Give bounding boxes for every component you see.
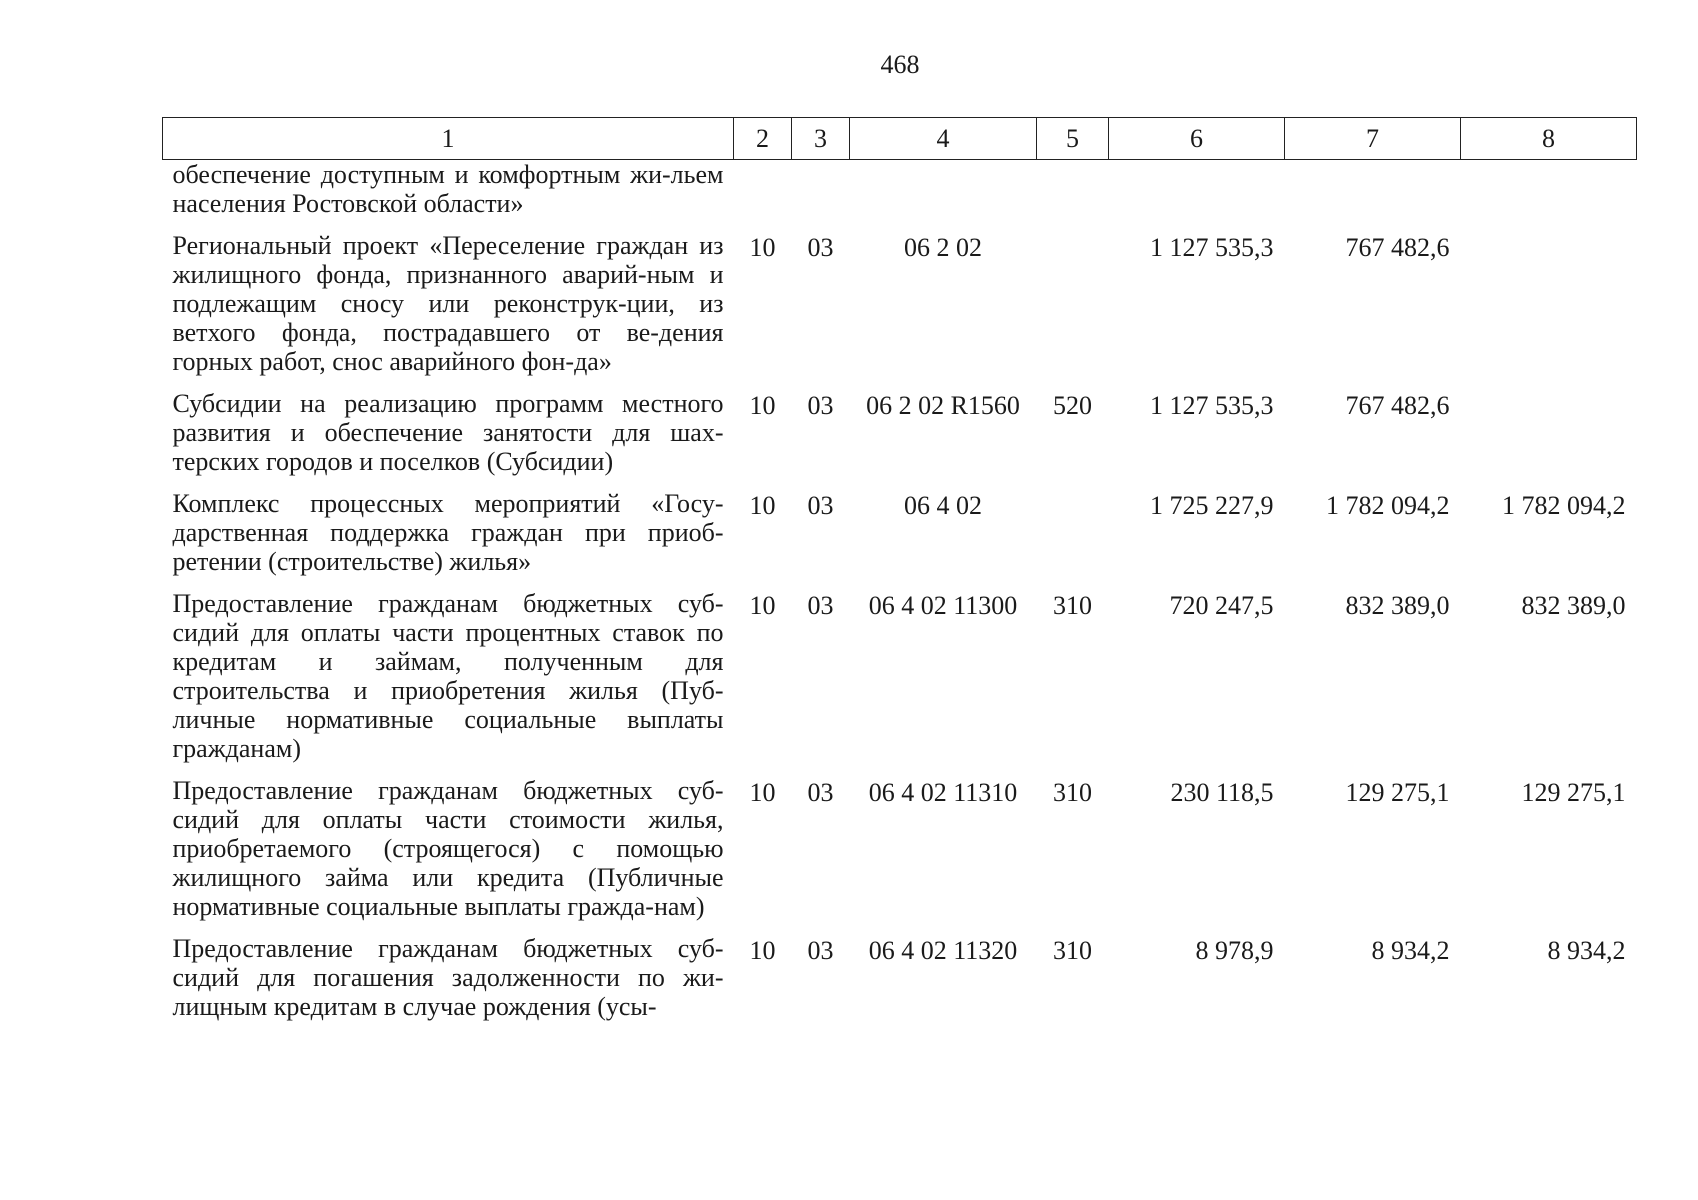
row-expense-type: 310 — [1053, 778, 1092, 807]
row-subsection — [792, 160, 850, 232]
row-target-article: 06 4 02 11320 — [868, 936, 1018, 965]
row-target-article: 06 4 02 11300 — [868, 591, 1018, 620]
table-row — [163, 489, 1637, 589]
column-header-8: 8 — [1461, 118, 1637, 160]
column-header-3: 3 — [792, 118, 850, 160]
row-amount-col6: 1 127 535,3 — [1150, 233, 1274, 262]
row-expense-type — [1037, 160, 1109, 232]
row-name: Предоставление гражданам бюджетных суб-сидий для погашения задолженности по жи-лищным кредитам в случае рождения (усы- — [172, 934, 724, 1021]
row-section: 10 — [749, 778, 776, 807]
row-amount-col7: 129 275,1 — [1345, 778, 1450, 807]
row-amount-col6: 1 725 227,9 — [1150, 491, 1274, 520]
row-amount-col8: 832 389,0 — [1521, 591, 1626, 620]
row-name: Субсидии на реализацию программ местного развития и обеспечение занятости для шах-терских городов и поселков (Субсидии) — [172, 389, 724, 476]
row-expense-type — [1037, 489, 1109, 589]
row-amount-col6: 1 127 535,3 — [1150, 391, 1274, 420]
row-name: Комплекс процессных мероприятий «Госу-дарственная поддержка граждан при приоб-ретении (строительстве) жилья» — [172, 489, 724, 576]
row-subsection: 03 — [807, 591, 834, 620]
row-target-article: 06 4 02 11310 — [868, 778, 1018, 807]
column-header-6: 6 — [1109, 118, 1285, 160]
row-amount-col7: 832 389,0 — [1345, 591, 1450, 620]
row-expense-type: 520 — [1053, 391, 1092, 420]
row-subsection: 03 — [807, 233, 834, 262]
row-section: 10 — [749, 591, 776, 620]
row-amount-col7: 1 782 094,2 — [1326, 491, 1450, 520]
row-subsection: 03 — [807, 491, 834, 520]
row-target-article: 06 2 02 — [904, 233, 982, 262]
table-row — [163, 231, 1637, 389]
column-header-4: 4 — [850, 118, 1037, 160]
header-row — [163, 118, 1637, 160]
row-amount-col7: 767 482,6 — [1345, 233, 1450, 262]
row-section — [734, 160, 792, 232]
row-name: Предоставление гражданам бюджетных суб-сидий для оплаты части стоимости жилья, приобретаемого (строящегося) с помощью жилищного займа или кредита (Публичные нормативные социальные выплаты гражда-нам) — [172, 776, 724, 921]
table-row — [163, 776, 1637, 934]
row-amount-col7: 8 934,2 — [1371, 936, 1450, 965]
column-header-2: 2 — [734, 118, 792, 160]
row-amount-col8 — [1461, 160, 1637, 232]
row-amount-col8 — [1461, 231, 1637, 389]
row-section: 10 — [749, 391, 776, 420]
row-amount-col6: 720 247,5 — [1169, 591, 1274, 620]
row-amount-col8: 1 782 094,2 — [1502, 491, 1626, 520]
row-amount-col8: 129 275,1 — [1521, 778, 1626, 807]
table-row — [163, 934, 1637, 1021]
table-row — [163, 389, 1637, 489]
table-row — [163, 589, 1637, 776]
budget-table — [162, 117, 1637, 1021]
column-header-7: 7 — [1285, 118, 1461, 160]
row-section: 10 — [749, 936, 776, 965]
row-subsection: 03 — [807, 936, 834, 965]
row-subsection: 03 — [807, 778, 834, 807]
row-amount-col7: 767 482,6 — [1345, 391, 1450, 420]
page-number: 468 — [880, 50, 920, 79]
row-section: 10 — [749, 491, 776, 520]
row-target-article: 06 2 02 R1560 — [866, 391, 1020, 420]
row-amount-col8: 8 934,2 — [1547, 936, 1626, 965]
row-name: Региональный проект «Переселение граждан из жилищного фонда, признанного аварий-ным и подлежащим сносу или реконструк-ции, из ветхого фонда, пострадавшего от ве-дения горных работ, снос аварийного фон-да» — [172, 231, 724, 376]
row-subsection: 03 — [807, 391, 834, 420]
column-header-1: 1 — [163, 118, 734, 160]
row-amount-col6: 230 118,5 — [1170, 778, 1274, 807]
table-row — [163, 160, 1637, 232]
row-amount-col6 — [1109, 160, 1285, 232]
row-amount-col8 — [1461, 389, 1637, 489]
row-target-article — [850, 160, 1037, 232]
row-amount-col6: 8 978,9 — [1195, 936, 1274, 965]
row-expense-type: 310 — [1053, 936, 1092, 965]
row-name: обеспечение доступным и комфортным жи-льем населения Ростовской области» — [172, 160, 724, 218]
row-name: Предоставление гражданам бюджетных суб-сидий для оплаты части процентных ставок по кредитам и займам, полученным для строительства и приобретения жилья (Пуб-личные нормативные социальные выплаты гражданам) — [172, 589, 724, 763]
row-target-article: 06 4 02 — [904, 491, 982, 520]
column-header-5: 5 — [1037, 118, 1109, 160]
row-expense-type — [1037, 231, 1109, 389]
row-amount-col7 — [1285, 160, 1461, 232]
row-expense-type: 310 — [1053, 591, 1092, 620]
row-section: 10 — [749, 233, 776, 262]
